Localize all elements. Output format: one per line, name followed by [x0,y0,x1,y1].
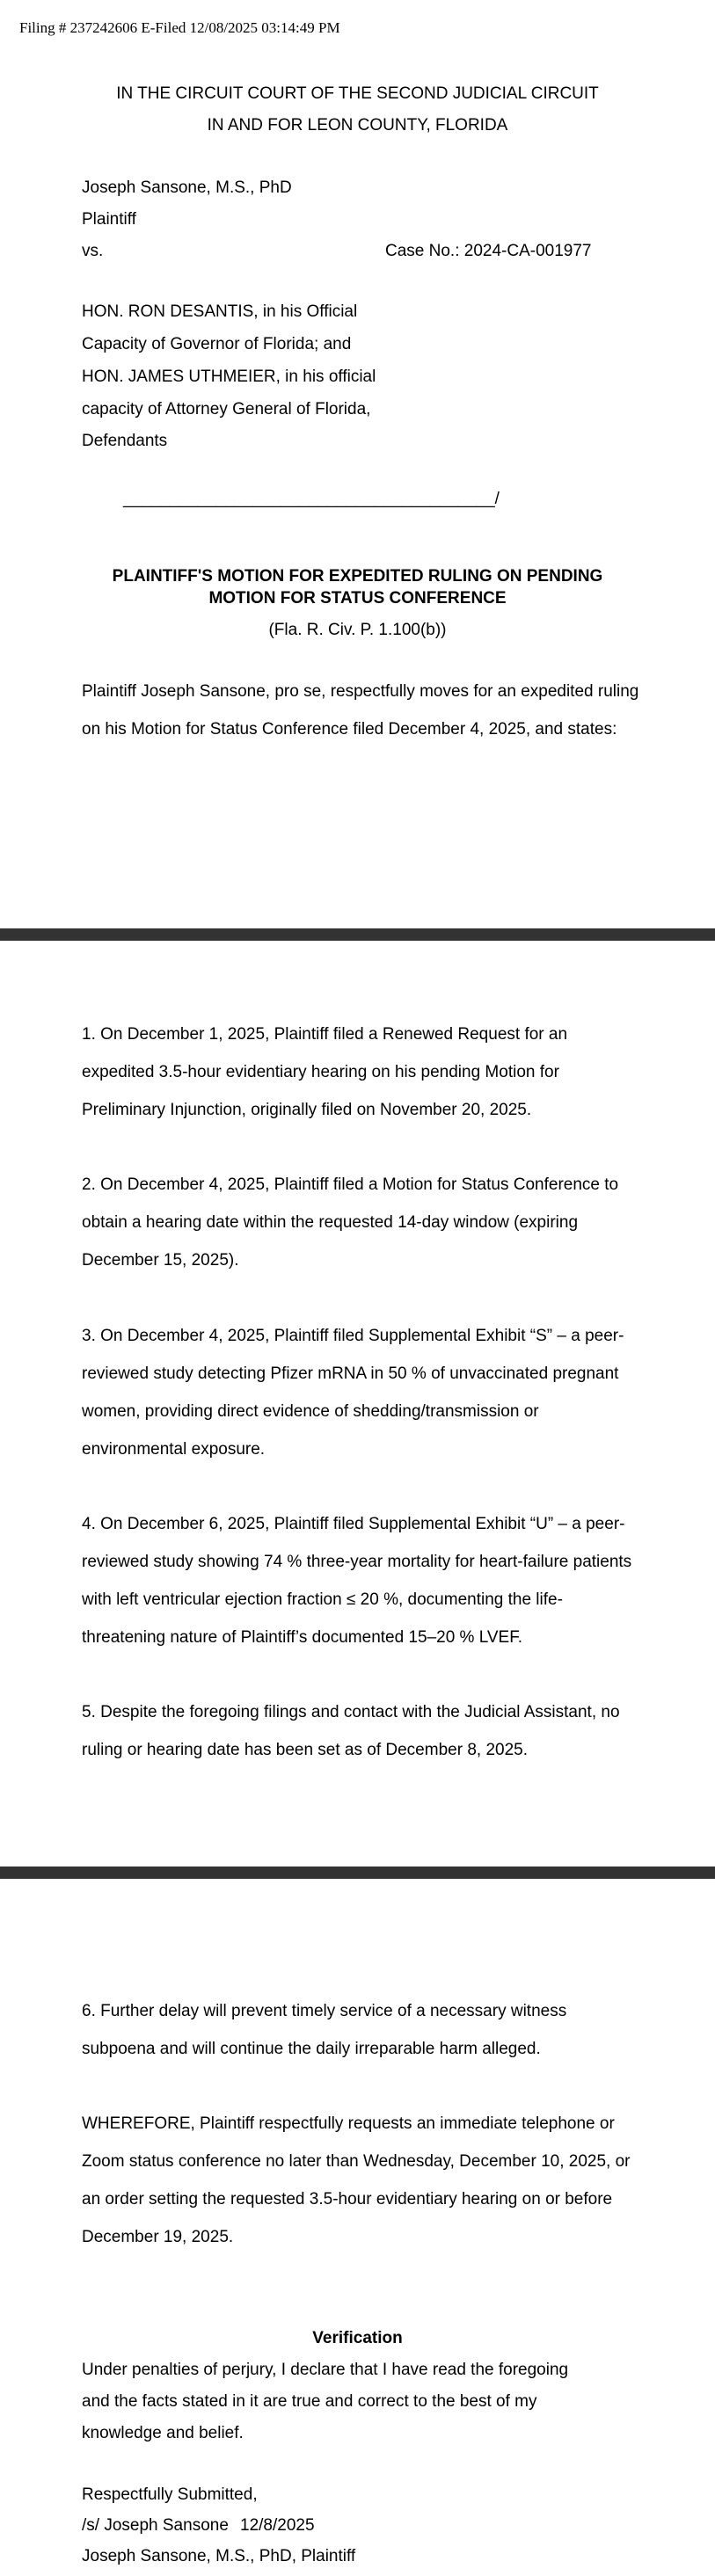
defendant-line: Capacity of Governor of Florida; and [82,335,352,353]
paragraph-6-line: subpoena and will continue the daily irreparable harm alleged. [82,2040,541,2058]
paragraph-2-line: 2. On December 4, 2025, Plaintiff filed a Motion for Status Conference to [82,1175,619,1194]
court-line-1: IN THE CIRCUIT COURT OF THE SECOND JUDICIAL CIRCUIT [116,84,599,103]
verification-line: knowledge and belief. [82,2424,244,2442]
motion-title-line-1: PLAINTIFF'S MOTION FOR EXPEDITED RULING ON PENDING [112,567,603,586]
defendant-label: Defendants [82,432,168,450]
intro-line: Plaintiff Joseph Sansone, pro se, respectfully moves for an expedited ruling [82,682,639,701]
wherefore-line: WHEREFORE, Plaintiff respectfully requests an immediate telephone or [82,2114,615,2133]
paragraph-3-line: women, providing direct evidence of shedding/transmission or [82,1402,539,1421]
intro-line: on his Motion for Status Conference filed December 4, 2025, and states: [82,720,617,739]
filing-stamp: Filing # 237242606 E-Filed 12/08/2025 03:14:49 PM [19,19,340,36]
paragraph-5-line: 5. Despite the foregoing filings and contact with the Judicial Assistant, no [82,1703,620,1721]
page-break-2 [0,1867,715,1879]
paragraph-3-line: reviewed study detecting Pfizer mRNA in 50 % of unvaccinated pregnant [82,1364,619,1383]
versus: vs. [82,242,104,260]
electronic-signature: /s/ Joseph Sansone [82,2516,229,2535]
wherefore-line: December 19, 2025. [82,2228,234,2246]
paragraph-1-line: Preliminary Injunction, originally filed on November 20, 2025. [82,1101,532,1119]
paragraph-3-line: 3. On December 4, 2025, Plaintiff filed Supplemental Exhibit “S” – a peer- [82,1327,624,1345]
paragraph-2-line: obtain a hearing date within the requested 14-day window (expiring [82,1213,579,1232]
plaintiff-label: Plaintiff [82,210,136,229]
page-break-1 [0,928,715,941]
motion-title-line-2: MOTION FOR STATUS CONFERENCE [208,589,507,608]
caption-signature-line: ________________________________________/ [123,490,500,508]
paragraph-2-line: December 15, 2025). [82,1251,239,1270]
paragraph-5-line: ruling or hearing date has been set as of December 8, 2025. [82,1741,528,1759]
paragraph-1-line: expedited 3.5-hour evidentiary hearing on his pending Motion for [82,1063,559,1081]
paragraph-4-line: reviewed study showing 74 % three-year mortality for heart-failure patients [82,1553,632,1571]
verification-line: and the facts stated in it are true and correct to the best of my [82,2392,537,2411]
rule-citation: (Fla. R. Civ. P. 1.100(b)) [268,621,447,639]
verification-line: Under penalties of perjury, I declare that I have read the foregoing [82,2361,569,2379]
wherefore-line: an order setting the requested 3.5-hour evidentiary hearing on or before [82,2190,613,2209]
paragraph-4-line: with left ventricular ejection fraction ≤ 20 %, documenting the life- [82,1590,563,1609]
signer-name: Joseph Sansone, M.S., PhD, Plaintiff [82,2547,356,2565]
paragraph-6-line: 6. Further delay will prevent timely service of a necessary witness [82,2002,567,2020]
defendant-line: HON. RON DESANTIS, in his Official [82,302,358,321]
wherefore-line: Zoom status conference no later than Wednesday, December 10, 2025, or [82,2152,631,2171]
paragraph-3-line: environmental exposure. [82,1440,266,1459]
closing: Respectfully Submitted, [82,2485,258,2504]
paragraph-4-line: 4. On December 6, 2025, Plaintiff filed Supplemental Exhibit “U” – a peer- [82,1515,625,1533]
signature-date: 12/8/2025 [240,2516,315,2535]
case-number: Case No.: 2024-CA-001977 [385,242,592,260]
paragraph-4-line: threatening nature of Plaintiff’s documented 15–20 % LVEF. [82,1628,523,1647]
defendant-line: HON. JAMES UTHMEIER, in his official [82,367,376,386]
defendant-line: capacity of Attorney General of Florida, [82,400,371,418]
court-line-2: IN AND FOR LEON COUNTY, FLORIDA [207,116,508,135]
verification-heading: Verification [312,2329,403,2347]
plaintiff-name: Joseph Sansone, M.S., PhD [82,178,292,197]
paragraph-1-line: 1. On December 1, 2025, Plaintiff filed a Renewed Request for an [82,1025,568,1044]
